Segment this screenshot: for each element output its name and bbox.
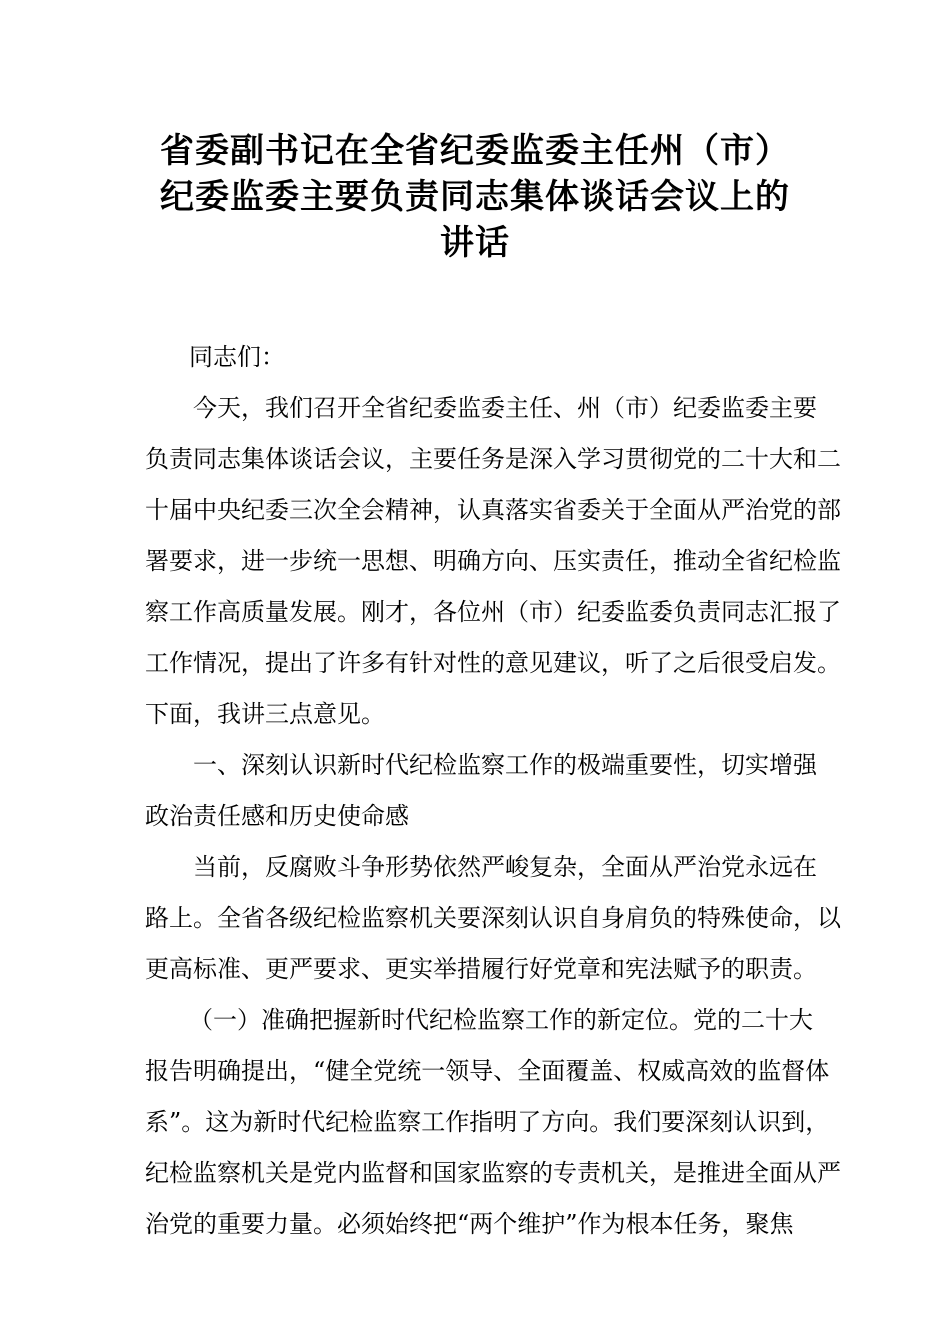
paragraph-subsection-1	[145, 995, 841, 1250]
paragraph-line: 纪检监察机关是党内监督和国家监察的专责机关，是推进全面从严	[145, 1159, 841, 1187]
paragraph-line: 当前，反腐败斗争形势依然严峻复杂，全面从严治党永远在	[193, 853, 817, 881]
paragraph-line: 报告明确提出，“健全党统一领导、全面覆盖、权威高效的监督体	[145, 1057, 830, 1085]
paragraph-line: 今天，我们召开全省纪委监委主任、州（市）纪委监委主要	[193, 394, 817, 422]
title-line: 纪委监委主要负责同志集体谈话会议上的	[160, 177, 790, 217]
document-body	[145, 332, 841, 1250]
paragraph-line: 十届中央纪委三次全会精神，认真落实省委关于全面从严治党的部	[145, 496, 841, 524]
salutation: 同志们：	[189, 343, 285, 371]
heading-line: 一、深刻认识新时代纪检监察工作的极端重要性，切实增强	[193, 751, 817, 779]
paragraph-line: 下面，我讲三点意见。	[145, 700, 385, 728]
paragraph-line: 系”。这为新时代纪检监察工作指明了方向。我们要深刻认识到，	[145, 1108, 830, 1136]
title-line: 省委副书记在全省纪委监委主任州（市）	[160, 131, 790, 171]
paragraph-opening	[145, 383, 841, 740]
paragraph-line: 路上。全省各级纪检监察机关要深刻认识自身肩负的特殊使命，以	[145, 904, 841, 932]
heading-line: 政治责任感和历史使命感	[145, 802, 409, 830]
section-heading-1	[145, 740, 817, 842]
document-title	[140, 128, 810, 266]
paragraph-line: 工作情况，提出了许多有针对性的意见建议，听了之后很受启发。	[145, 649, 841, 677]
paragraph-line: 治党的重要力量。必须始终把“两个维护”作为根本任务，聚焦	[145, 1210, 794, 1238]
paragraph-line: 负责同志集体谈话会议，主要任务是深入学习贯彻党的二十大和二	[145, 445, 841, 473]
paragraph-line: （一）准确把握新时代纪检监察工作的新定位。党的二十大	[189, 1006, 813, 1034]
paragraph-line: 署要求，进一步统一思想、明确方向、压实责任，推动全省纪检监	[145, 547, 841, 575]
title-line: 讲话	[440, 223, 510, 263]
paragraph-situation	[145, 842, 841, 995]
paragraph-line: 更高标准、更严要求、更实举措履行好党章和宪法赋予的职责。	[145, 955, 817, 983]
paragraph-line: 察工作高质量发展。刚才，各位州（市）纪委监委负责同志汇报了	[145, 598, 841, 626]
